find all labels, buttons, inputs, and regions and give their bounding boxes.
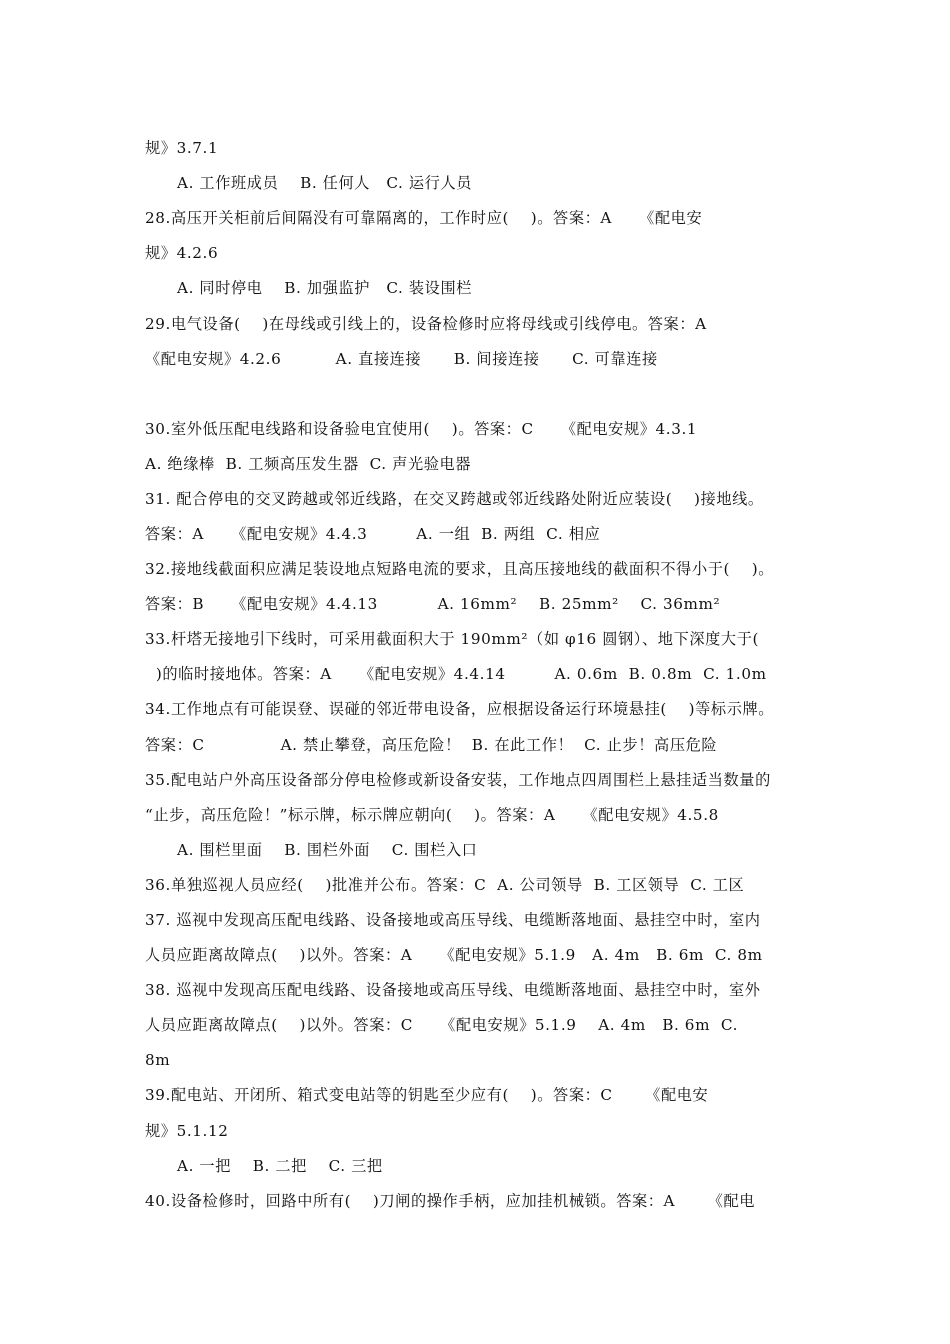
answer-options: A. 工作班成员 B. 任何人 C. 运行人员 xyxy=(177,174,473,192)
question-34: 34.工作地点有可能误登、误碰的邻近带电设备，应根据设备运行环境悬挂( )等标示牌。 xyxy=(145,700,775,718)
text-line: 人员应距离故障点( )以外。答案：C 《配电安规》5.1.9 A. 4m B. 6m C. xyxy=(145,1016,739,1034)
question-35: 35.配电站户外高压设备部分停电检修或新设备安装，工作地点四周围栏上悬挂适当数量的 xyxy=(145,771,771,789)
question-37: 37. 巡视中发现高压配电线路、设备接地或高压导线、电缆断落地面、悬挂空中时，室内 xyxy=(145,911,761,929)
question-33: 33.杆塔无接地引下线时，可采用截面积大于 190mm²（如 φ16 圆钢）、地下深度大于( xyxy=(145,630,760,648)
question-38: 38. 巡视中发现高压配电线路、设备接地或高压导线、电缆断落地面、悬挂空中时，室外 xyxy=(145,981,761,999)
answer-options: A. 同时停电 B. 加强监护 C. 装设围栏 xyxy=(177,279,473,297)
text-line: “止步，高压危险！”标示牌，标示牌应朝向( )。答案：A 《配电安规》4.5.8 xyxy=(145,806,719,824)
text-line: 答案：C A. 禁止攀登，高压危险！ B. 在此工作！ C. 止步！高压危险 xyxy=(145,736,718,754)
question-31: 31. 配合停电的交叉跨越或邻近线路，在交叉跨越或邻近线路处附近应装设( )接地线。 xyxy=(145,490,764,508)
answer-options: A. 一把 B. 二把 C. 三把 xyxy=(177,1157,383,1175)
text-line: 规》3.7.1 xyxy=(145,139,219,157)
question-32: 32.接地线截面积应满足装设地点短路电流的要求，且高压接地线的截面积不得小于( )。 xyxy=(145,560,775,578)
question-30: 30.室外低压配电线路和设备验电宜使用( )。答案：C 《配电安规》4.3.1 xyxy=(145,420,698,438)
question-40: 40.设备检修时，回路中所有( )刀闸的操作手柄，应加挂机械锁。答案：A 《配电 xyxy=(145,1192,756,1210)
text-line: 规》4.2.6 xyxy=(145,244,219,262)
answer-options: A. 围栏里面 B. 围栏外面 C. 围栏入口 xyxy=(177,841,478,859)
text-line: )的临时接地体。答案：A 《配电安规》4.4.14 A. 0.6m B. 0.8m C. 1.0m xyxy=(145,665,767,683)
text-line: 《配电安规》4.2.6 A. 直接连接 B. 间接连接 C. 可靠连接 xyxy=(145,350,658,368)
text-line: 人员应距离故障点( )以外。答案：A 《配电安规》5.1.9 A. 4m B. 6m C. 8m xyxy=(145,946,763,964)
text-line: 规》5.1.12 xyxy=(145,1122,229,1140)
text-line: 8m xyxy=(145,1051,171,1069)
answer-options: A. 绝缘棒 B. 工频高压发生器 C. 声光验电器 xyxy=(145,455,472,473)
text-line: 答案：A 《配电安规》4.4.3 A. 一组 B. 两组 C. 相应 xyxy=(145,525,601,543)
question-39: 39.配电站、开闭所、箱式变电站等的钥匙至少应有( )。答案：C 《配电安 xyxy=(145,1086,709,1104)
question-29: 29.电气设备( )在母线或引线上的，设备检修时应将母线或引线停电。答案：A xyxy=(145,315,707,333)
text-line: 答案：B 《配电安规》4.4.13 A. 16mm² B. 25mm² C. 36mm² xyxy=(145,595,721,613)
question-28: 28.高压开关柜前后间隔没有可靠隔离的，工作时应( )。答案：A 《配电安 xyxy=(145,209,703,227)
question-36: 36.单独巡视人员应经( )批准并公布。答案：C A. 公司领导 B. 工区领导 C. 工区 xyxy=(145,876,745,894)
